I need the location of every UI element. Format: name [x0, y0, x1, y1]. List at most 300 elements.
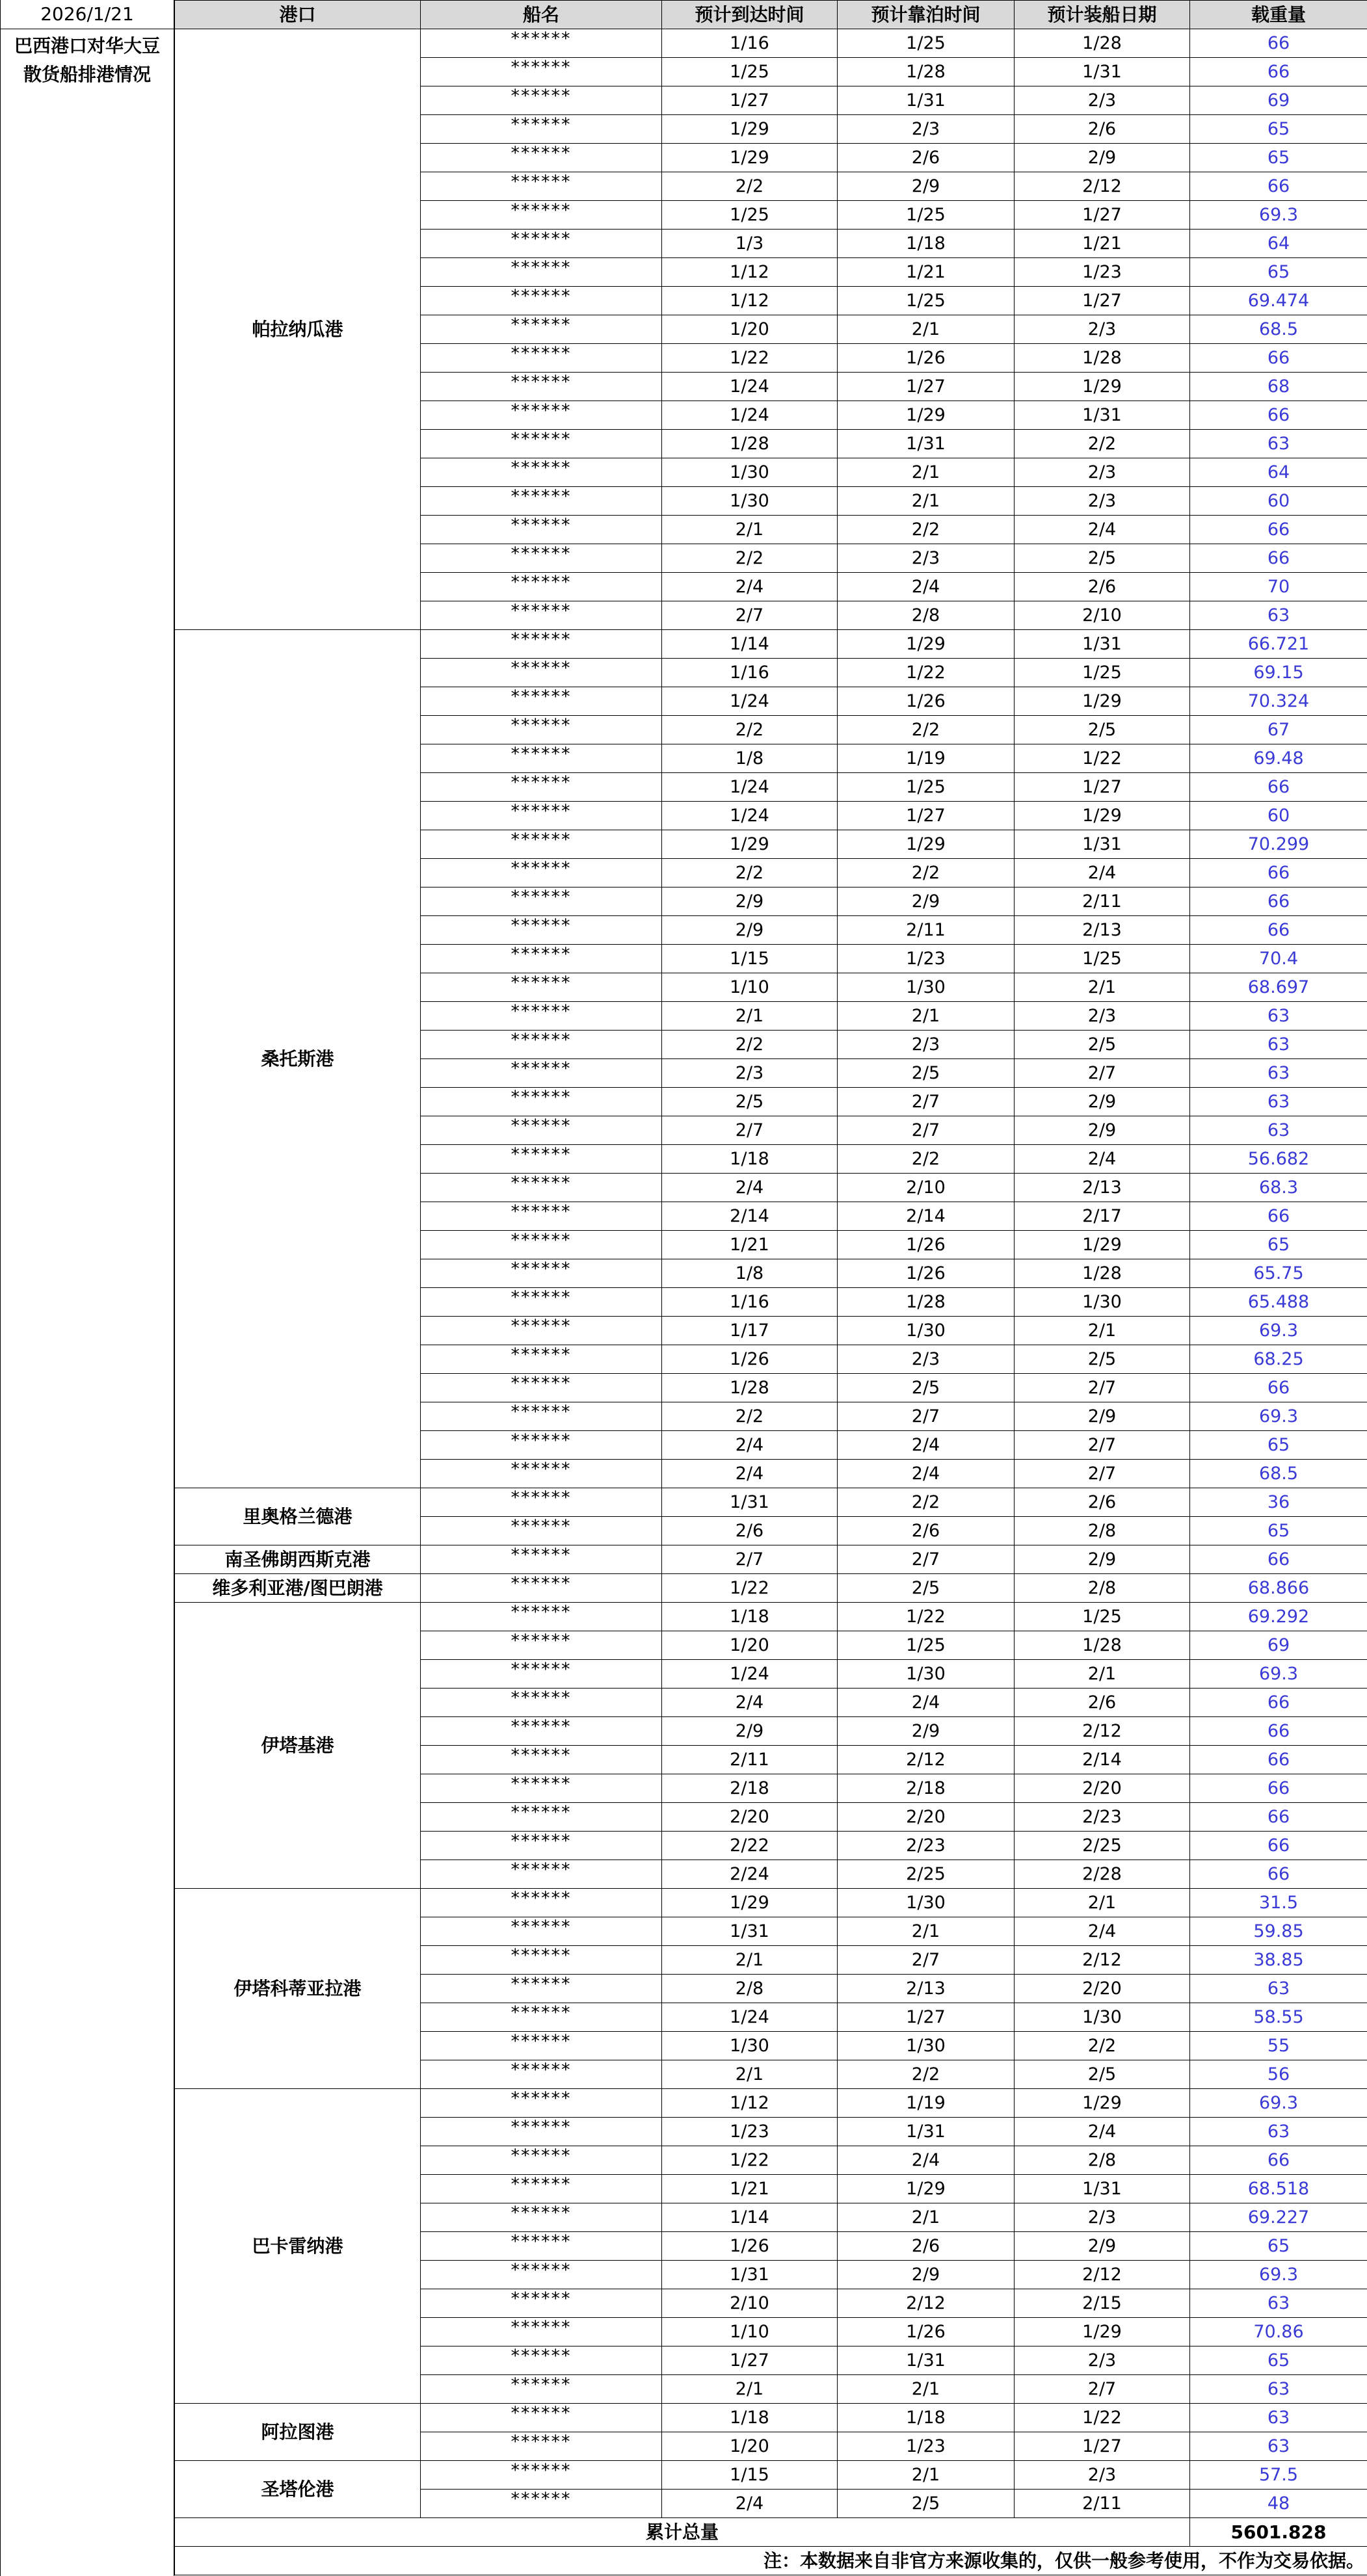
- berthing-cell: 1/31: [838, 2346, 1015, 2375]
- loading-cell: 2/7: [1015, 1059, 1190, 1088]
- tonnage-cell: 68.866: [1190, 1574, 1367, 1603]
- tonnage-cell: 66: [1190, 773, 1367, 802]
- tonnage-cell: 36: [1190, 1488, 1367, 1517]
- port-name-cell: 桑托斯港: [175, 630, 421, 1488]
- ship-name-cell: ******: [421, 144, 662, 172]
- port-name-cell: 阿拉图港: [175, 2404, 421, 2461]
- tonnage-cell: 60: [1190, 802, 1367, 830]
- loading-cell: 1/27: [1015, 2432, 1190, 2461]
- ship-name-cell: ******: [421, 2175, 662, 2203]
- berthing-cell: 2/4: [838, 2146, 1015, 2175]
- berthing-cell: 2/11: [838, 916, 1015, 945]
- berthing-cell: 1/30: [838, 1317, 1015, 1345]
- loading-cell: 2/13: [1015, 1174, 1190, 1202]
- berthing-cell: 2/9: [838, 2261, 1015, 2289]
- report-date: 2026/1/21: [1, 0, 174, 29]
- tonnage-cell: 68.697: [1190, 973, 1367, 1002]
- arrival-cell: 2/9: [662, 887, 838, 916]
- arrival-cell: 1/31: [662, 1917, 838, 1946]
- loading-cell: 1/22: [1015, 2404, 1190, 2432]
- berthing-cell: 2/6: [838, 1517, 1015, 1545]
- arrival-cell: 2/4: [662, 2490, 838, 2518]
- berthing-cell: 2/6: [838, 144, 1015, 172]
- ship-name-cell: ******: [421, 1631, 662, 1660]
- berthing-cell: 2/20: [838, 1803, 1015, 1832]
- ship-name-cell: ******: [421, 1088, 662, 1116]
- berthing-cell: 2/9: [838, 887, 1015, 916]
- berthing-cell: 2/9: [838, 172, 1015, 201]
- table-row: [175, 1603, 1367, 1631]
- ship-name-cell: ******: [421, 659, 662, 687]
- loading-cell: 1/27: [1015, 287, 1190, 315]
- tonnage-cell: 65: [1190, 115, 1367, 144]
- arrival-cell: 1/18: [662, 1603, 838, 1631]
- tonnage-cell: 66: [1190, 516, 1367, 544]
- tonnage-cell: 66: [1190, 1689, 1367, 1717]
- tonnage-cell: 66: [1190, 344, 1367, 373]
- berthing-cell: 1/31: [838, 430, 1015, 458]
- tonnage-cell: 63: [1190, 1059, 1367, 1088]
- arrival-cell: 1/30: [662, 458, 838, 487]
- loading-cell: 2/1: [1015, 1660, 1190, 1689]
- arrival-cell: 1/24: [662, 401, 838, 430]
- arrival-cell: 1/28: [662, 430, 838, 458]
- ship-name-cell: ******: [421, 1689, 662, 1717]
- loading-cell: 2/9: [1015, 1116, 1190, 1145]
- tonnage-cell: 63: [1190, 2289, 1367, 2318]
- loading-cell: 2/3: [1015, 2203, 1190, 2232]
- ship-name-cell: ******: [421, 2346, 662, 2375]
- loading-cell: 2/3: [1015, 458, 1190, 487]
- tonnage-cell: 48: [1190, 2490, 1367, 2518]
- berthing-cell: 2/1: [838, 487, 1015, 516]
- arrival-cell: 2/8: [662, 1975, 838, 2003]
- report-title-line-2: 散货船排港情况: [23, 64, 151, 85]
- tonnage-cell: 65.488: [1190, 1288, 1367, 1317]
- loading-cell: 2/9: [1015, 1088, 1190, 1116]
- table-row: [175, 630, 1367, 659]
- loading-cell: 1/27: [1015, 773, 1190, 802]
- berthing-cell: 1/31: [838, 86, 1015, 115]
- tonnage-cell: 65: [1190, 1517, 1367, 1545]
- tonnage-cell: 69.3: [1190, 201, 1367, 230]
- berthing-cell: 2/5: [838, 2490, 1015, 2518]
- ship-name-cell: ******: [421, 2261, 662, 2289]
- arrival-cell: 1/20: [662, 2432, 838, 2461]
- arrival-cell: 2/7: [662, 1545, 838, 1574]
- loading-cell: 2/8: [1015, 1517, 1190, 1545]
- berthing-cell: 1/25: [838, 287, 1015, 315]
- tonnage-cell: 66: [1190, 58, 1367, 86]
- arrival-cell: 1/10: [662, 973, 838, 1002]
- ship-name-cell: ******: [421, 2032, 662, 2060]
- tonnage-cell: 63: [1190, 2118, 1367, 2146]
- arrival-cell: 2/24: [662, 1860, 838, 1889]
- tonnage-cell: 69.292: [1190, 1603, 1367, 1631]
- arrival-cell: 2/1: [662, 1002, 838, 1031]
- berthing-cell: 1/30: [838, 1660, 1015, 1689]
- berthing-cell: 1/27: [838, 802, 1015, 830]
- berthing-cell: 1/22: [838, 1603, 1015, 1631]
- table-row: [175, 1889, 1367, 1917]
- loading-cell: 1/31: [1015, 630, 1190, 659]
- tonnage-cell: 63: [1190, 430, 1367, 458]
- port-name-cell: 维多利亚港/图巴朗港: [175, 1574, 421, 1603]
- ship-name-cell: ******: [421, 1116, 662, 1145]
- ship-name-cell: ******: [421, 201, 662, 230]
- loading-cell: 1/31: [1015, 830, 1190, 859]
- port-name-cell: 圣塔伦港: [175, 2461, 421, 2518]
- tonnage-cell: 67: [1190, 716, 1367, 744]
- ship-name-cell: ******: [421, 58, 662, 86]
- column-header-berthing: 预计靠泊时间: [838, 1, 1015, 29]
- loading-cell: 2/3: [1015, 86, 1190, 115]
- berthing-cell: 2/7: [838, 1402, 1015, 1431]
- port-name-cell: 南圣佛朗西斯克港: [175, 1545, 421, 1574]
- arrival-cell: 1/21: [662, 2175, 838, 2203]
- port-name-cell: 伊塔基港: [175, 1603, 421, 1889]
- arrival-cell: 2/20: [662, 1803, 838, 1832]
- berthing-cell: 2/5: [838, 1574, 1015, 1603]
- ship-name-cell: ******: [421, 744, 662, 773]
- ship-name-cell: ******: [421, 115, 662, 144]
- arrival-cell: 1/30: [662, 487, 838, 516]
- ship-name-cell: ******: [421, 2289, 662, 2318]
- total-value: 5601.828: [1190, 2518, 1367, 2547]
- table-row: [175, 2404, 1367, 2432]
- port-name-cell: 伊塔科蒂亚拉港: [175, 1889, 421, 2089]
- arrival-cell: 1/26: [662, 2232, 838, 2261]
- loading-cell: 1/23: [1015, 258, 1190, 287]
- berthing-cell: 2/4: [838, 1689, 1015, 1717]
- loading-cell: 2/1: [1015, 973, 1190, 1002]
- arrival-cell: 1/10: [662, 2318, 838, 2346]
- tonnage-cell: 59.85: [1190, 1917, 1367, 1946]
- ship-name-cell: ******: [421, 830, 662, 859]
- tonnage-cell: 70.86: [1190, 2318, 1367, 2346]
- arrival-cell: 2/1: [662, 2375, 838, 2404]
- tonnage-cell: 38.85: [1190, 1946, 1367, 1975]
- total-row: [175, 2518, 1367, 2547]
- ship-name-cell: ******: [421, 630, 662, 659]
- tonnage-cell: 60: [1190, 487, 1367, 516]
- berthing-cell: 2/3: [838, 1345, 1015, 1374]
- berthing-cell: 1/28: [838, 58, 1015, 86]
- berthing-cell: 1/29: [838, 401, 1015, 430]
- berthing-cell: 2/12: [838, 1746, 1015, 1774]
- tonnage-cell: 66: [1190, 172, 1367, 201]
- berthing-cell: 2/5: [838, 1059, 1015, 1088]
- arrival-cell: 2/22: [662, 1832, 838, 1860]
- table-row: [175, 1574, 1367, 1603]
- loading-cell: 2/6: [1015, 573, 1190, 601]
- arrival-cell: 1/8: [662, 1259, 838, 1288]
- tonnage-cell: 66: [1190, 1374, 1367, 1402]
- loading-cell: 2/9: [1015, 1545, 1190, 1574]
- loading-cell: 2/10: [1015, 601, 1190, 630]
- loading-cell: 2/28: [1015, 1860, 1190, 1889]
- tonnage-cell: 69.48: [1190, 744, 1367, 773]
- arrival-cell: 2/2: [662, 172, 838, 201]
- note-row: [175, 2547, 1367, 2575]
- arrival-cell: 2/7: [662, 1116, 838, 1145]
- berthing-cell: 1/19: [838, 2089, 1015, 2118]
- tonnage-cell: 69.474: [1190, 287, 1367, 315]
- ship-name-cell: ******: [421, 2404, 662, 2432]
- table-body: [175, 29, 1367, 2518]
- loading-cell: 2/12: [1015, 1717, 1190, 1746]
- loading-cell: 1/31: [1015, 58, 1190, 86]
- tonnage-cell: 31.5: [1190, 1889, 1367, 1917]
- arrival-cell: 2/4: [662, 1689, 838, 1717]
- ship-name-cell: ******: [421, 1946, 662, 1975]
- arrival-cell: 1/15: [662, 945, 838, 973]
- loading-cell: 1/25: [1015, 945, 1190, 973]
- arrival-cell: 1/27: [662, 2346, 838, 2375]
- arrival-cell: 1/18: [662, 1145, 838, 1174]
- loading-cell: 2/9: [1015, 1402, 1190, 1431]
- berthing-cell: 2/2: [838, 1488, 1015, 1517]
- table-row: [175, 2461, 1367, 2490]
- ship-name-cell: ******: [421, 487, 662, 516]
- loading-cell: 1/31: [1015, 401, 1190, 430]
- tonnage-cell: 70.4: [1190, 945, 1367, 973]
- loading-cell: 2/4: [1015, 516, 1190, 544]
- loading-cell: 1/22: [1015, 744, 1190, 773]
- ship-name-cell: ******: [421, 1202, 662, 1231]
- tonnage-cell: 65: [1190, 1431, 1367, 1460]
- berthing-cell: 2/1: [838, 315, 1015, 344]
- tonnage-cell: 63: [1190, 2375, 1367, 2404]
- loading-cell: 2/9: [1015, 2232, 1190, 2261]
- arrival-cell: 1/22: [662, 1574, 838, 1603]
- ship-name-cell: ******: [421, 716, 662, 744]
- arrival-cell: 1/31: [662, 1488, 838, 1517]
- tonnage-cell: 66: [1190, 1832, 1367, 1860]
- ship-name-cell: ******: [421, 2490, 662, 2518]
- tonnage-cell: 66: [1190, 401, 1367, 430]
- tonnage-cell: 63: [1190, 2432, 1367, 2461]
- tonnage-cell: 66: [1190, 1202, 1367, 1231]
- arrival-cell: 1/20: [662, 1631, 838, 1660]
- berthing-cell: 2/1: [838, 1917, 1015, 1946]
- loading-cell: 1/25: [1015, 659, 1190, 687]
- ship-name-cell: ******: [421, 172, 662, 201]
- tonnage-cell: 66: [1190, 859, 1367, 887]
- berthing-cell: 2/7: [838, 1545, 1015, 1574]
- tonnage-cell: 63: [1190, 1975, 1367, 2003]
- tonnage-cell: 69.3: [1190, 1402, 1367, 1431]
- tonnage-cell: 69.3: [1190, 1660, 1367, 1689]
- tonnage-cell: 66: [1190, 1803, 1367, 1832]
- berthing-cell: 1/22: [838, 659, 1015, 687]
- arrival-cell: 1/24: [662, 1660, 838, 1689]
- ship-name-cell: ******: [421, 1975, 662, 2003]
- tonnage-cell: 66: [1190, 1545, 1367, 1574]
- ship-name-cell: ******: [421, 258, 662, 287]
- berthing-cell: 2/7: [838, 1946, 1015, 1975]
- loading-cell: 2/4: [1015, 1917, 1190, 1946]
- berthing-cell: 1/27: [838, 2003, 1015, 2032]
- ship-name-cell: ******: [421, 2060, 662, 2089]
- arrival-cell: 2/1: [662, 516, 838, 544]
- arrival-cell: 1/16: [662, 1288, 838, 1317]
- tonnage-cell: 69: [1190, 1631, 1367, 1660]
- ship-name-cell: ******: [421, 1317, 662, 1345]
- column-header-tonnage: 载重量: [1190, 1, 1367, 29]
- loading-cell: 2/20: [1015, 1975, 1190, 2003]
- arrival-cell: 2/2: [662, 1402, 838, 1431]
- arrival-cell: 1/26: [662, 1345, 838, 1374]
- ship-name-cell: ******: [421, 687, 662, 716]
- ship-name-cell: ******: [421, 1288, 662, 1317]
- tonnage-cell: 63: [1190, 1002, 1367, 1031]
- ship-name-cell: ******: [421, 230, 662, 258]
- report-title: [1, 29, 174, 89]
- loading-cell: 2/5: [1015, 2060, 1190, 2089]
- arrival-cell: 2/14: [662, 1202, 838, 1231]
- loading-cell: 2/25: [1015, 1832, 1190, 1860]
- arrival-cell: 1/24: [662, 2003, 838, 2032]
- tonnage-cell: 68.25: [1190, 1345, 1367, 1374]
- berthing-cell: 1/26: [838, 1231, 1015, 1259]
- tonnage-cell: 70: [1190, 573, 1367, 601]
- arrival-cell: 1/25: [662, 201, 838, 230]
- loading-cell: 1/21: [1015, 230, 1190, 258]
- loading-cell: 2/4: [1015, 859, 1190, 887]
- arrival-cell: 1/12: [662, 258, 838, 287]
- report-title-line-1: 巴西港口对华大豆: [14, 35, 160, 57]
- arrival-cell: 1/29: [662, 144, 838, 172]
- loading-cell: 1/30: [1015, 1288, 1190, 1317]
- ship-name-cell: ******: [421, 373, 662, 401]
- tonnage-cell: 66.721: [1190, 630, 1367, 659]
- berthing-cell: 2/8: [838, 601, 1015, 630]
- arrival-cell: 1/23: [662, 2118, 838, 2146]
- berthing-cell: 1/31: [838, 2118, 1015, 2146]
- ship-name-cell: ******: [421, 2375, 662, 2404]
- ship-name-cell: ******: [421, 1059, 662, 1088]
- ship-name-cell: ******: [421, 344, 662, 373]
- tonnage-cell: 66: [1190, 544, 1367, 573]
- loading-cell: 2/2: [1015, 430, 1190, 458]
- berthing-cell: 2/2: [838, 2060, 1015, 2089]
- arrival-cell: 1/27: [662, 86, 838, 115]
- loading-cell: 2/1: [1015, 1317, 1190, 1345]
- ship-name-cell: ******: [421, 1660, 662, 1689]
- ship-name-cell: ******: [421, 2203, 662, 2232]
- loading-cell: 2/3: [1015, 315, 1190, 344]
- arrival-cell: 2/4: [662, 1174, 838, 1202]
- ship-name-cell: ******: [421, 315, 662, 344]
- tonnage-cell: 65: [1190, 2232, 1367, 2261]
- berthing-cell: 1/27: [838, 373, 1015, 401]
- loading-cell: 2/11: [1015, 2490, 1190, 2518]
- berthing-cell: 2/2: [838, 859, 1015, 887]
- ship-name-cell: ******: [421, 1231, 662, 1259]
- berthing-cell: 1/21: [838, 258, 1015, 287]
- tonnage-cell: 63: [1190, 1031, 1367, 1059]
- loading-cell: 2/15: [1015, 2289, 1190, 2318]
- arrival-cell: 1/24: [662, 802, 838, 830]
- berthing-cell: 1/30: [838, 1889, 1015, 1917]
- ship-name-cell: ******: [421, 1259, 662, 1288]
- berthing-cell: 2/23: [838, 1832, 1015, 1860]
- port-name-cell: 巴卡雷纳港: [175, 2089, 421, 2404]
- header-row: [175, 1, 1367, 29]
- berthing-cell: 2/14: [838, 1202, 1015, 1231]
- loading-cell: 2/12: [1015, 1946, 1190, 1975]
- arrival-cell: 1/16: [662, 659, 838, 687]
- ship-name-cell: ******: [421, 1860, 662, 1889]
- berthing-cell: 2/10: [838, 1174, 1015, 1202]
- total-label: 累计总量: [175, 2518, 1190, 2547]
- loading-cell: 2/5: [1015, 716, 1190, 744]
- ship-name-cell: ******: [421, 2146, 662, 2175]
- loading-cell: 1/28: [1015, 344, 1190, 373]
- port-name-cell: 帕拉纳瓜港: [175, 29, 421, 630]
- ship-name-cell: ******: [421, 516, 662, 544]
- arrival-cell: 2/1: [662, 2060, 838, 2089]
- arrival-cell: 2/10: [662, 2289, 838, 2318]
- ship-name-cell: ******: [421, 1031, 662, 1059]
- arrival-cell: 1/24: [662, 773, 838, 802]
- tonnage-cell: 65: [1190, 144, 1367, 172]
- loading-cell: 2/7: [1015, 2375, 1190, 2404]
- tonnage-cell: 69.3: [1190, 1317, 1367, 1345]
- berthing-cell: 1/30: [838, 2032, 1015, 2060]
- arrival-cell: 2/3: [662, 1059, 838, 1088]
- tonnage-cell: 64: [1190, 458, 1367, 487]
- loading-cell: 1/27: [1015, 201, 1190, 230]
- ship-name-cell: ******: [421, 1832, 662, 1860]
- table-row: [175, 29, 1367, 58]
- loading-cell: 2/5: [1015, 1345, 1190, 1374]
- berthing-cell: 2/3: [838, 1031, 1015, 1059]
- loading-cell: 1/28: [1015, 1259, 1190, 1288]
- ship-name-cell: ******: [421, 1345, 662, 1374]
- berthing-cell: 1/25: [838, 773, 1015, 802]
- ship-name-cell: ******: [421, 1517, 662, 1545]
- tonnage-cell: 65: [1190, 258, 1367, 287]
- tonnage-cell: 56: [1190, 2060, 1367, 2089]
- arrival-cell: 1/14: [662, 630, 838, 659]
- loading-cell: 1/25: [1015, 1603, 1190, 1631]
- arrival-cell: 2/5: [662, 1088, 838, 1116]
- ship-name-cell: ******: [421, 287, 662, 315]
- arrival-cell: 1/8: [662, 744, 838, 773]
- tonnage-cell: 58.55: [1190, 2003, 1367, 2032]
- arrival-cell: 1/29: [662, 115, 838, 144]
- ship-name-cell: ******: [421, 1774, 662, 1803]
- tonnage-cell: 66: [1190, 916, 1367, 945]
- arrival-cell: 2/9: [662, 1717, 838, 1746]
- arrival-cell: 2/9: [662, 916, 838, 945]
- arrival-cell: 1/22: [662, 2146, 838, 2175]
- ship-name-cell: ******: [421, 802, 662, 830]
- ship-name-cell: ******: [421, 430, 662, 458]
- ship-name-cell: ******: [421, 1002, 662, 1031]
- berthing-cell: 1/29: [838, 630, 1015, 659]
- loading-cell: 2/13: [1015, 916, 1190, 945]
- berthing-cell: 2/9: [838, 1717, 1015, 1746]
- tonnage-cell: 66: [1190, 1717, 1367, 1746]
- arrival-cell: 1/24: [662, 373, 838, 401]
- berthing-cell: 1/25: [838, 29, 1015, 58]
- arrival-cell: 2/4: [662, 1431, 838, 1460]
- tonnage-cell: 63: [1190, 601, 1367, 630]
- tonnage-cell: 69.3: [1190, 2089, 1367, 2118]
